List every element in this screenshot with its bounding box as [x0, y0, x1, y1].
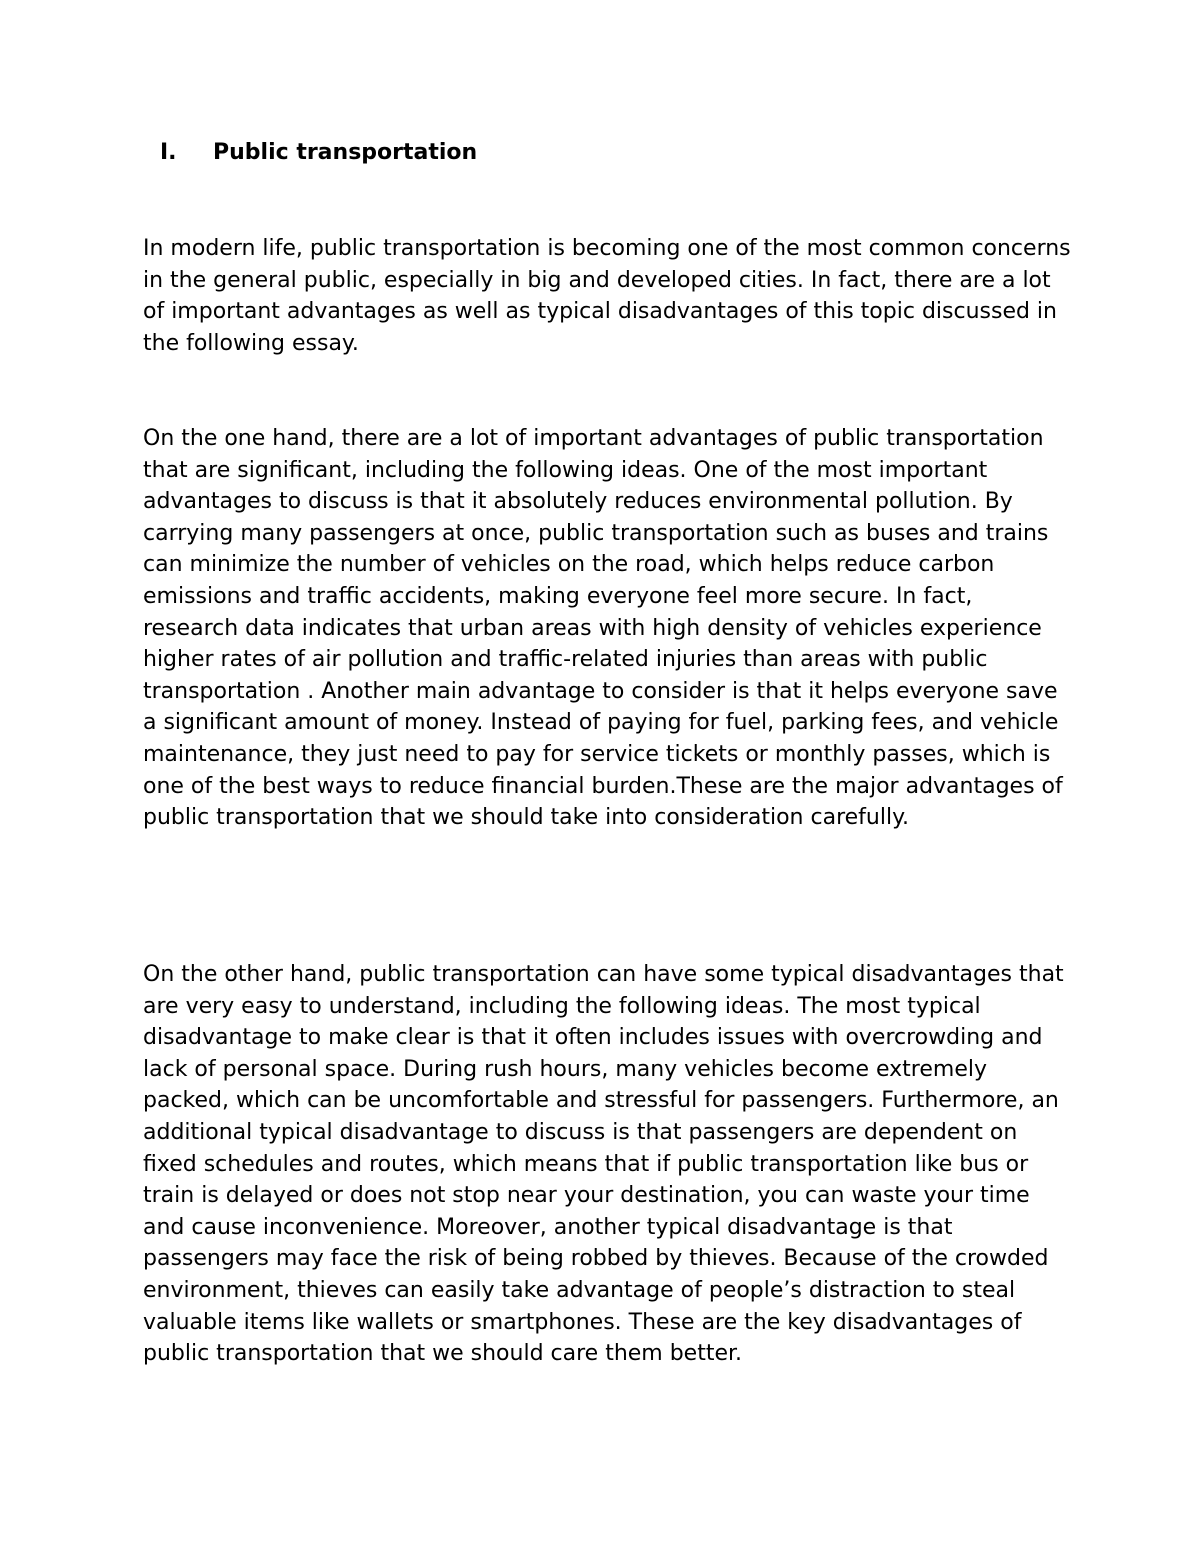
- advantages-paragraph: On the one hand, there are a lot of important advantages of public transportation that are significant, including the following ideas. One of the most important advantages to discuss is that it absolutely reduces environmental pollution. By carrying many passengers at once, public transportation such as buses and trains can minimize the number of vehicles on the road, which helps reduce carbon emissions and traffic accidents, making everyone feel more secure. In fact, research data indicates that urban areas with high density of vehicles experience higher rates of air pollution and traffic-related injuries than areas with public transportation . Another main advantage to consider is that it helps everyone save a significant amount of money. Instead of paying for fuel, parking fees, and vehicle maintenance, they just need to pay for service tickets or monthly passes, which is one of the best ways to reduce financial burden.These are the major advantages of public transportation that we should take into consideration carefully.: [143, 426, 1063, 831]
- section-heading: [160, 140, 477, 165]
- disadvantages-paragraph: On the other hand, public transportation can have some typical disadvantages that are very easy to understand, including the following ideas. The most typical disadvantage to make clear is that it often includes issues with overcrowding and lack of personal space. During rush hours, many vehicles become extremely packed, which can be uncomfortable and stressful for passengers. Furthermore, an additional typical disadvantage to discuss is that passengers are dependent on fixed schedules and routes, which means that if public transportation like bus or train is delayed or does not stop near your destination, you can waste your time and cause inconvenience. Moreover, another typical disadvantage is that passengers may face the risk of being robbed by thieves. Because of the crowded environment, thieves can easily take advantage of people’s distraction to steal valuable items like wallets or smartphones. These are the key disadvantages of public transportation that we should care them better.: [143, 962, 1064, 1367]
- section-title: Public transportation: [213, 140, 478, 165]
- intro-paragraph: In modern life, public transportation is becoming one of the most common concerns in the general public, especially in big and developed cities. In fact, there are a lot of important advantages as well as typical disadvantages of this topic discussed in the following essay.: [143, 236, 1071, 356]
- section-number: I.: [160, 140, 177, 165]
